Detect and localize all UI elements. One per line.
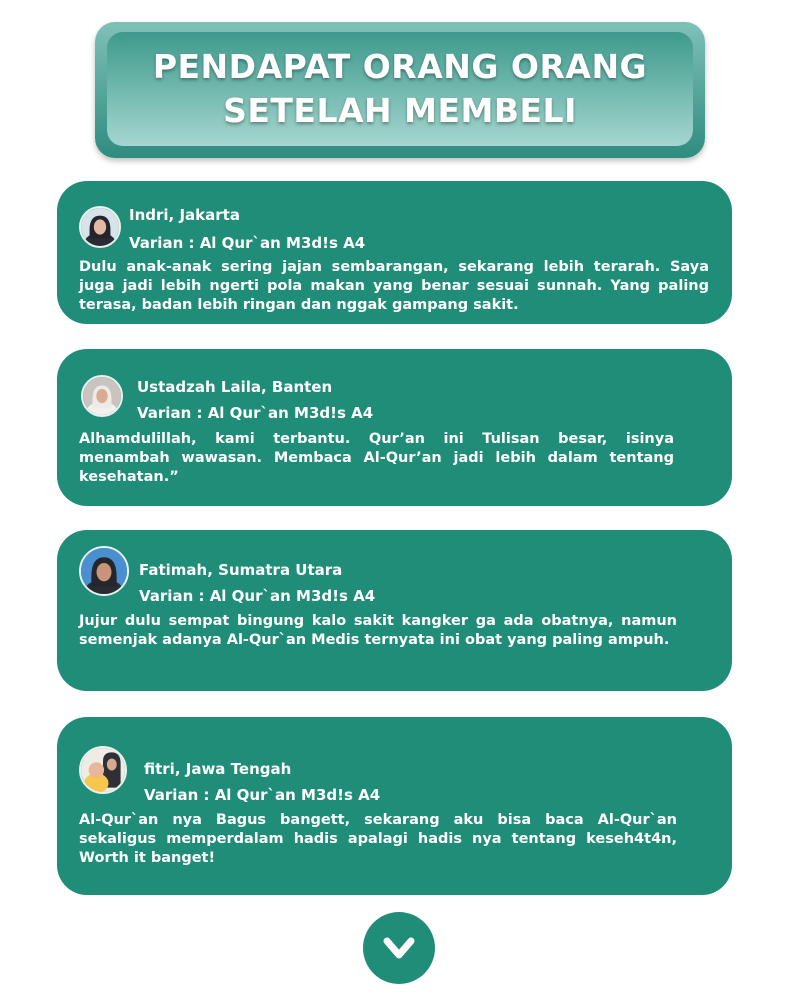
avatar-2 [81,375,123,417]
header-title-line-1: PENDAPAT ORANG ORANG [152,47,648,86]
testimonial-1-name: Indri, Jakarta [129,206,240,224]
scroll-down-button[interactable] [363,912,435,984]
testimonial-card-4 [57,717,732,895]
testimonial-card-3 [57,530,732,691]
avatar-4 [79,746,127,794]
testimonial-3-text: Jujur dulu sempat bingung kalo sakit kangker ga ada obatnya, namun semenjak adanya Al-Qur`an Medis ternyata ini obat yang paling ampuh. [79,613,677,648]
testimonial-2-text: Alhamdulillah, kami terbantu. Qur’an ini Tulisan besar, isinya menambah wawasan. Membaca Al-Qur’an jadi lebih dalam tentang kesehatan.” [79,431,674,485]
avatar-2-image [83,377,121,415]
testimonial-2-name: Ustadzah Laila, Banten [137,378,333,396]
chevron-down-icon [379,928,419,968]
avatar-3 [79,546,129,596]
testimonial-card-1 [57,181,732,324]
testimonial-1-variant: Varian : Al Qur`an M3d!s A4 [129,234,366,252]
testimonial-4-text: Al-Qur`an nya Bagus bangett, sekarang aku bisa baca Al-Qur`an sekaligus memperdalam hadis apalagi hadis nya tentang keseh4t4n, Worth it banget! [79,812,677,866]
header-banner [95,22,705,158]
avatar-1 [79,206,121,248]
header-title-line-2: SETELAH MEMBELI [223,91,577,130]
testimonial-4-name: fitri, Jawa Tengah [144,760,292,778]
testimonial-3-variant: Varian : Al Qur`an M3d!s A4 [139,587,376,605]
testimonial-4-variant: Varian : Al Qur`an M3d!s A4 [144,786,381,804]
avatar-1-image [81,208,119,246]
testimonial-3-name: Fatimah, Sumatra Utara [139,561,343,579]
header-banner-inner [107,32,693,146]
avatar-3-image [81,548,127,594]
testimonial-1-text: Dulu anak-anak sering jajan sembarangan, sekarang lebih terarah. Saya juga jadi lebih ngerti pola makan yang benar sesuai sunnah. Yang paling terasa, badan lebih ringan dan nggak gampang sakit. [79,259,709,313]
avatar-4-image [81,748,125,792]
testimonial-2-variant: Varian : Al Qur`an M3d!s A4 [137,404,374,422]
testimonial-card-2 [57,349,732,506]
